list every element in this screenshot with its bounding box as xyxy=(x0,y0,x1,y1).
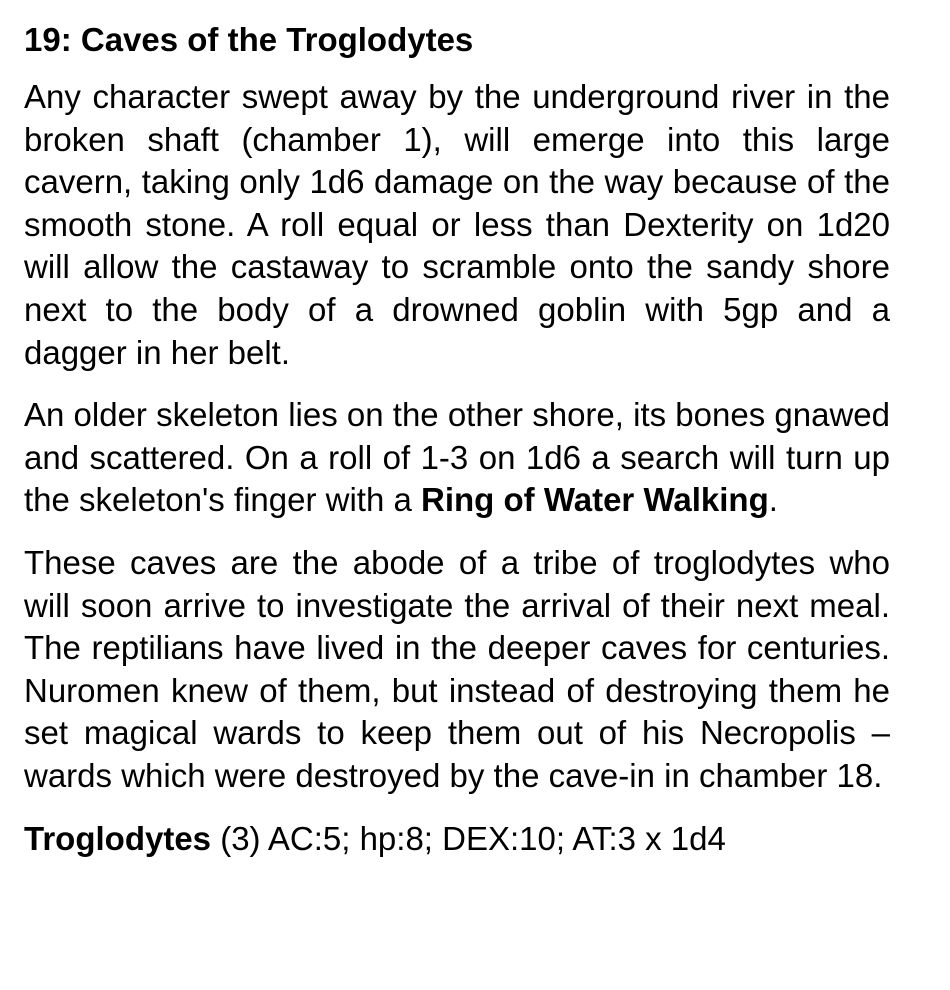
monster-stats: (3) AC:5; hp:8; DEX:10; AT:3 x 1d4 xyxy=(211,819,726,857)
paragraph-troglodytes: These caves are the abode of a tribe of troglodytes who will soon arrive to investigate the arrival of their next meal. The reptilians have lived in the deeper caves for centuries. Nuromen knew of them, but instead of destroying them he set magical wards to keep them out of his Necropolis – wards which were destroyed by the cave-in in chamber 18. xyxy=(24,543,890,794)
paragraph-skeleton-end: . xyxy=(768,481,778,519)
monster-name: Troglodytes xyxy=(24,819,212,857)
stat-block xyxy=(24,818,890,861)
section-title: 19: Caves of the Troglodytes xyxy=(24,21,474,58)
paragraph-skeleton-text: An older skeleton lies on the other shore, its bones gnawed and scattered. On a roll of 1-3 on 1d6 a search will turn up the skeleton's finger with a xyxy=(24,396,890,519)
magic-item-name: Ring of Water Walking xyxy=(421,481,769,519)
paragraph-skeleton xyxy=(24,394,890,522)
paragraph-river: Any character swept away by the underground river in the broken shaft (chamber 1), will emerge into this large cavern, taking only 1d6 damage on the way because of the smooth stone. A roll equal or less than Dexterity on 1d20 will allow the castaway to scramble onto the sandy shore next to the body of a drowned goblin with 5gp and a dagger in her belt. xyxy=(24,78,890,371)
